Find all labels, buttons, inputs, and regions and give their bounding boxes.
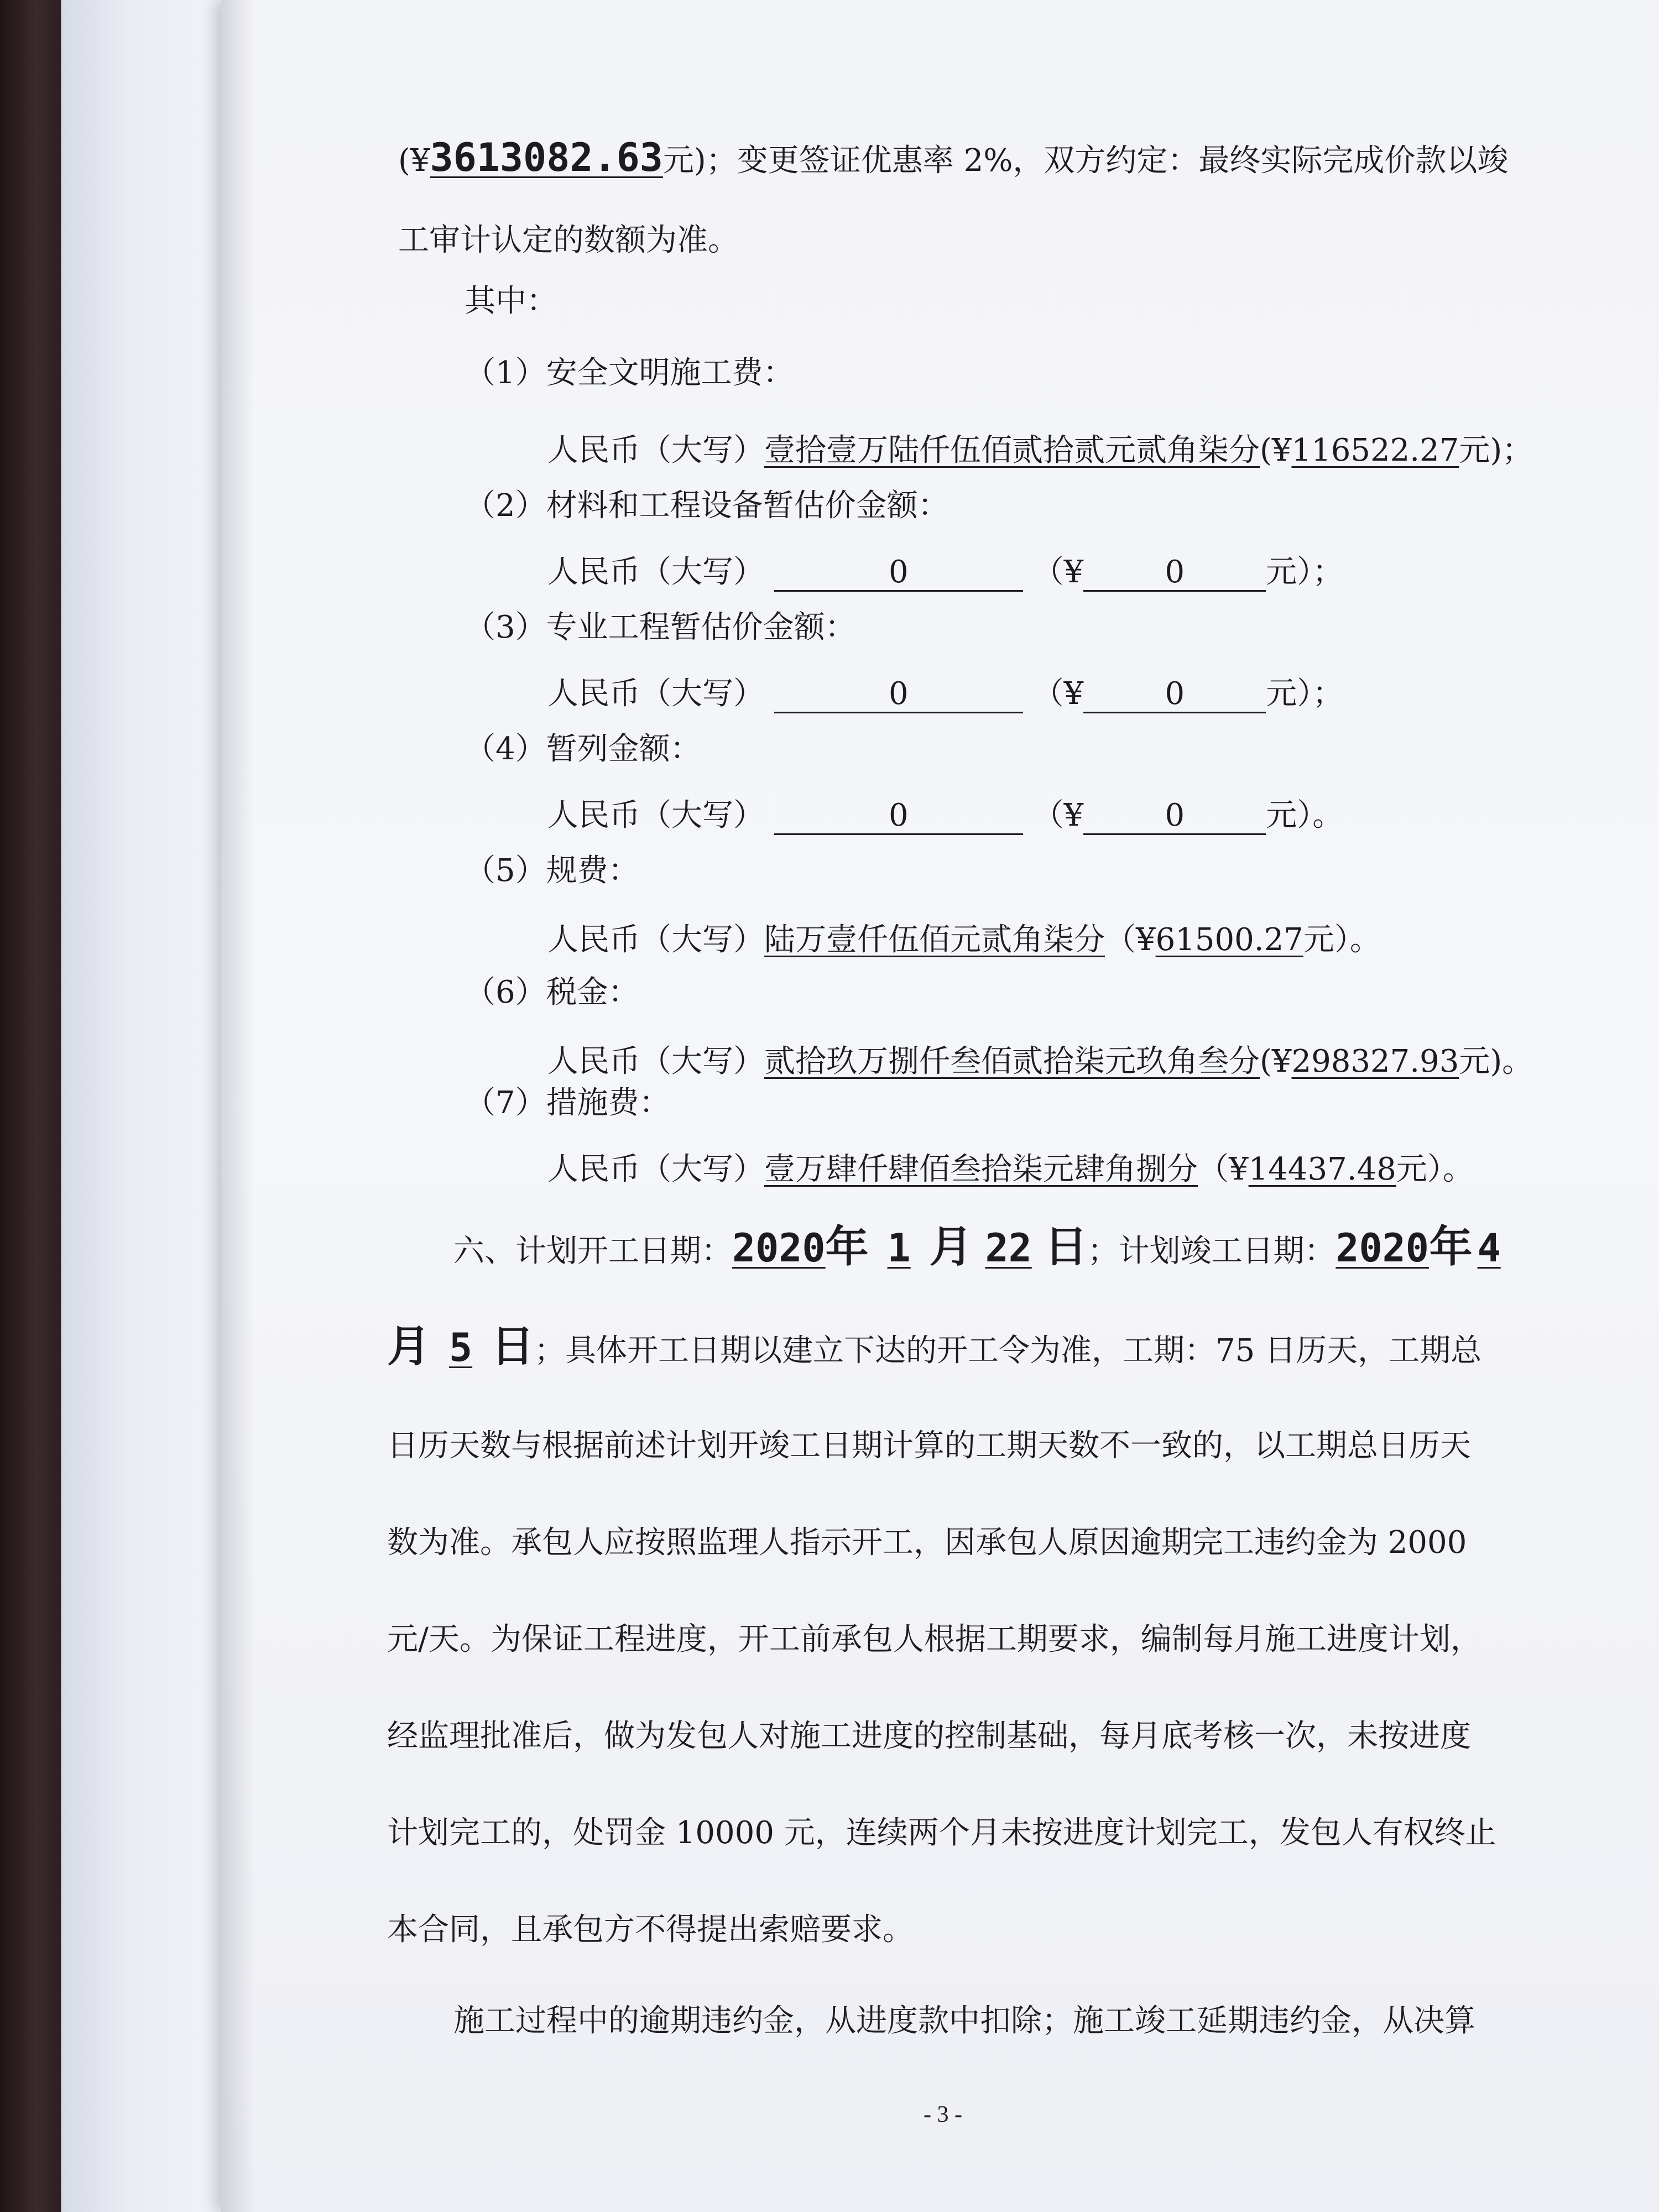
fee-label: （4）暂列金额： [465,731,701,767]
fee-label: （7）措施费： [465,1085,670,1121]
penalty-paragraph: 施工过程中的逾期违约金，从进度款中扣除；施工竣工延期违约金，从决算 [453,2003,1475,2039]
intro-text: 其中： [465,283,557,319]
fee-amount-line: 人民币（大写） 0 （¥ 0 元）； [547,553,1343,592]
fee-label: （5）规费： [465,853,639,889]
fee-amount: 0 [1083,555,1266,592]
fee-amount: 14437.48 [1248,1151,1396,1187]
document-page [221,0,1659,2212]
fee-amount-line: 人民币（大写）贰拾玖万捌仟叁佰贰拾柒元玖角叁分(¥298327.93元)。 [547,1044,1533,1079]
audit-line: 工审计认定的数额为准。 [398,222,739,258]
fee-words: 壹万肆仟肆佰叁拾柒元肆角捌分 [764,1151,1198,1187]
schedule-text-line: 元/天。为保证工程进度，开工前承包人根据工期要求，编制每月施工进度计划， [387,1621,1481,1657]
end-year: 2020 [1335,1225,1429,1271]
fee-label: （2）材料和工程设备暂估价金额： [465,488,949,524]
schedule-end-line: 月 5 日；具体开工日期以建立下达的开工令为准，工期：75 日历天，工期总 [387,1321,1482,1371]
end-day: 5 [448,1325,473,1370]
total-amount-line: (¥3613082.63元)；变更签证优惠率 2%，双方约定：最终实际完成价款以竣 [398,135,1509,180]
start-year: 2020 [732,1225,826,1271]
fee-amount: 116522.27 [1291,432,1459,468]
schedule-text-line: 数为准。承包人应按照监理人指示开工，因承包人原因逾期完工违约金为 2000 [387,1525,1467,1561]
fee-words: 0 [774,676,1023,713]
fee-words: 0 [774,798,1023,835]
fee-amount-line: 人民币（大写）壹拾壹万陆仟伍佰贰拾贰元贰角柒分(¥116522.27元)； [547,432,1533,468]
fee-amount: 0 [1083,676,1266,713]
schedule-text-line: 经监理批准后，做为发包人对施工进度的控制基础，每月底考核一次，未按进度 [387,1718,1471,1754]
fee-words: 贰拾玖万捌仟叁佰贰拾柒元玖角叁分 [764,1044,1260,1079]
fee-label: （1）安全文明施工费： [465,355,794,391]
page-number: - 3 - [924,2102,962,2127]
fee-label: （6）税金： [465,974,639,1010]
fee-words: 壹拾壹万陆仟伍佰贰拾贰元贰角柒分 [764,432,1260,468]
start-month: 1 [887,1225,911,1271]
fee-words: 陆万壹仟伍佰元贰角柒分 [764,922,1105,958]
fee-amount-line: 人民币（大写）壹万肆仟肆佰叁拾柒元肆角捌分（¥14437.48元）。 [547,1151,1474,1187]
desk-background [0,0,61,2212]
schedule-text-line: 计划完工的，处罚金 10000 元，连续两个月未按进度计划完工，发包人有权终止 [387,1815,1496,1851]
fee-amount: 298327.93 [1291,1044,1459,1079]
fee-amount-line: 人民币（大写）陆万壹仟伍佰元贰角柒分（¥61500.27元）。 [547,922,1381,958]
fee-amount-line: 人民币（大写） 0 （¥ 0 元）。 [547,796,1343,835]
total-amount: 3613082.63 [430,135,663,180]
schedule-start-line: 六、计划开工日期：2020年 1 月 22 日；计划竣工日期：2020年 4 [453,1228,1506,1271]
end-month: 4 [1477,1225,1501,1271]
fee-words: 0 [774,555,1023,592]
schedule-text-line: 本合同，且承包方不得提出索赔要求。 [387,1912,914,1948]
start-day: 22 [985,1225,1032,1271]
fee-amount: 61500.27 [1155,922,1303,958]
schedule-text-line: 日历天数与根据前述计划开竣工日期计算的工期天数不一致的，以工期总日历天 [387,1428,1471,1464]
fee-label: （3）专业工程暂估价金额： [465,609,856,645]
fee-amount-line: 人民币（大写） 0 （¥ 0 元）； [547,675,1343,713]
fee-amount: 0 [1083,798,1266,835]
underlying-page [61,0,228,2212]
